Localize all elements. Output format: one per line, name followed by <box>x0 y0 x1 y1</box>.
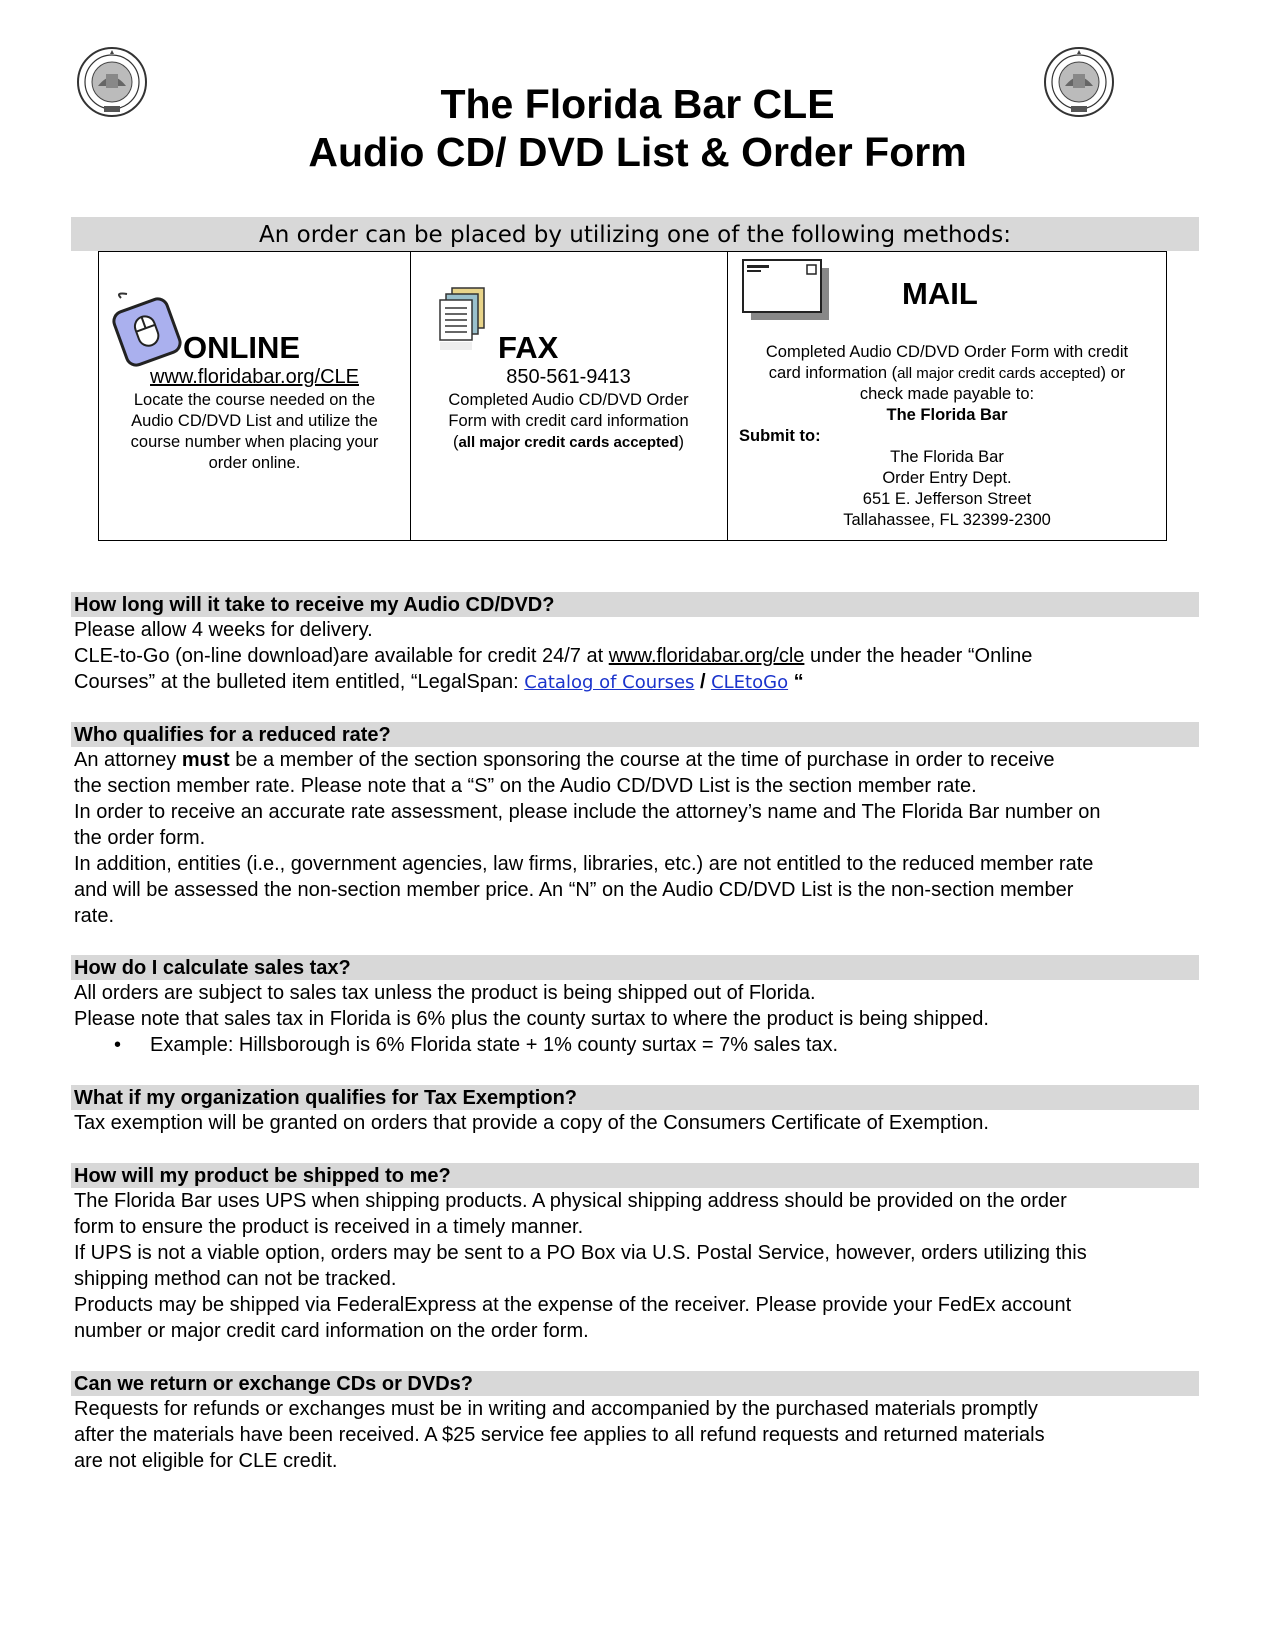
faq-reduced-rate-question: Who qualifies for a reduced rate? <box>71 722 1199 747</box>
mail-address-3: 651 E. Jefferson Street <box>862 490 1032 508</box>
catalog-of-courses-link[interactable]: Catalog of Courses <box>524 672 695 693</box>
mail-address-2: Order Entry Dept. <box>882 469 1012 487</box>
reduced-p1-line1 <box>74 747 1254 773</box>
mail-payee: The Florida Bar <box>886 406 1008 424</box>
shipping-p3-line1: Products may be shipped via FederalExpress at the expense of the receiver. Please provide your FedEx account <box>74 1294 1072 1316</box>
sales-tax-example-text: Example: Hillsborough is 6% Florida state + 1% county surtax = 7% sales tax. <box>150 1034 839 1056</box>
shipping-p3-line2: number or major credit card information on the order form. <box>74 1320 589 1342</box>
mail-title: MAIL <box>902 276 978 311</box>
fax-description-2: Form with credit card information <box>448 412 689 430</box>
order-methods-table <box>98 251 1167 541</box>
reduced-p1-line2: the section member rate. Please note that a “S” on the Audio CD/DVD List is the section member rate. <box>74 775 977 797</box>
page-title-line2: Audio CD/ DVD List & Order Form <box>308 129 967 175</box>
fax-card-note-text: all major credit cards accepted <box>458 434 679 451</box>
sales-tax-line1: All orders are subject to sales tax unless the product is being shipped out of Florida. <box>74 982 816 1004</box>
faq-sales-tax-answer <box>74 980 1254 1058</box>
faq-shipping-answer <box>74 1188 1254 1344</box>
mail-line2-c: ) or <box>1100 364 1126 382</box>
fax-method <box>410 252 728 540</box>
faq-returns-question: Can we return or exchange CDs or DVDs? <box>71 1371 1199 1396</box>
online-url-link[interactable]: www.floridabar.org/CLE <box>150 366 359 388</box>
mail-method <box>727 252 1167 540</box>
delivery-line1: Please allow 4 weeks for delivery. <box>74 619 373 641</box>
delivery-line3 <box>74 669 1254 696</box>
mail-submit-label: Submit to: <box>739 427 821 445</box>
mail-line1: Completed Audio CD/DVD Order Form with credit <box>765 343 1129 361</box>
online-description-1: Locate the course needed on the <box>133 391 376 409</box>
returns-line3: are not eligible for CLE credit. <box>74 1450 338 1472</box>
delivery-line3-a: Courses” at the bulleted item entitled, “LegalSpan: <box>74 671 525 693</box>
reduced-p1-b: be a member of the section sponsoring the course at the time of purchase in order to receive <box>229 749 1055 771</box>
online-description-3: course number when placing your <box>130 433 379 451</box>
link-separator: / <box>694 671 712 693</box>
reduced-p2-line2: the order form. <box>74 827 206 849</box>
faq-tax-exemption-question: What if my organization qualifies for Tax Exemption? <box>71 1085 1199 1110</box>
reduced-p1-bold: must <box>181 749 230 771</box>
mail-address-4: Tallahassee, FL 32399-2300 <box>843 511 1051 529</box>
online-title: ONLINE <box>183 330 301 365</box>
page-title-line1: The Florida Bar CLE <box>440 81 835 127</box>
reduced-p3-line3: rate. <box>74 905 115 927</box>
online-method <box>99 252 411 540</box>
reduced-p1-a: An attorney <box>74 749 182 771</box>
fax-description-1: Completed Audio CD/DVD Order <box>448 391 689 409</box>
delivery-line2-b: under the header “Online <box>804 645 1033 667</box>
cletogo-link[interactable]: CLEtoGo <box>711 672 789 693</box>
faq-delivery-answer <box>74 617 1254 696</box>
mail-address-1: The Florida Bar <box>890 448 1004 466</box>
mail-line2-a: card information ( <box>768 364 898 382</box>
shipping-p1-line2: form to ensure the product is received in a timely manner. <box>74 1216 584 1238</box>
shipping-p1-line1: The Florida Bar uses UPS when shipping products. A physical shipping address should be provided on the order <box>74 1190 1067 1212</box>
faq-delivery-question: How long will it take to receive my Audio CD/DVD? <box>71 592 1199 617</box>
mail-line2-note: all major credit cards accepted <box>897 365 1101 382</box>
reduced-p3-line1: In addition, entities (i.e., government agencies, law firms, libraries, etc.) are not entitled to the reduced member rate <box>74 853 1094 875</box>
faq-returns-answer <box>74 1396 1254 1474</box>
sales-tax-line2: Please note that sales tax in Florida is 6% plus the county surtax to where the product is being shipped. <box>74 1008 989 1030</box>
faq-reduced-rate-answer <box>74 747 1254 929</box>
mail-line2 <box>727 363 1167 384</box>
delivery-line2-a: CLE-to-Go (on-line download)are available for credit 24/7 at <box>74 645 609 667</box>
fax-title: FAX <box>498 330 559 365</box>
online-description-4: order online. <box>208 454 301 472</box>
bullet-point: • <box>114 1034 122 1056</box>
reduced-p2-line1: In order to receive an accurate rate assessment, please include the attorney’s name and The Florida Bar number on <box>74 801 1101 823</box>
documents-icon <box>438 286 488 357</box>
faq-tax-exemption-answer <box>74 1110 1254 1136</box>
sales-tax-example <box>74 1032 1254 1058</box>
tax-exemption-line1: Tax exemption will be granted on orders that provide a copy of the Consumers Certificate of Exemption. <box>74 1112 989 1134</box>
fax-card-note: (all major credit cards accepted) <box>452 433 685 451</box>
fax-number: 850-561-9413 <box>506 366 631 388</box>
reduced-p3-line2: and will be assessed the non-section member price. An “N” on the Audio CD/DVD List is the non-section member <box>74 879 1074 901</box>
closing-quote: “ <box>788 671 804 693</box>
returns-line1: Requests for refunds or exchanges must be in writing and accompanied by the purchased materials promptly <box>74 1398 1038 1420</box>
online-description-2: Audio CD/DVD List and utilize the <box>131 412 378 430</box>
floridabar-cle-link[interactable]: www.floridabar.org/cle <box>608 645 805 667</box>
faq-shipping-question: How will my product be shipped to me? <box>71 1163 1199 1188</box>
order-methods-intro: An order can be placed by utilizing one of the following methods: <box>71 217 1199 251</box>
mail-line3: check made payable to: <box>859 385 1035 403</box>
returns-line2: after the materials have been received. A $25 service fee applies to all refund requests and returned materials <box>74 1424 1045 1446</box>
shipping-p2-line1: If UPS is not a viable option, orders may be sent to a PO Box via U.S. Postal Service, however, orders utilizing this <box>74 1242 1087 1264</box>
envelope-icon <box>741 258 833 327</box>
shipping-p2-line2: shipping method can not be tracked. <box>74 1268 397 1290</box>
computer-mouse-icon <box>107 290 187 375</box>
faq-sales-tax-question: How do I calculate sales tax? <box>71 955 1199 980</box>
delivery-line2 <box>74 643 1254 669</box>
